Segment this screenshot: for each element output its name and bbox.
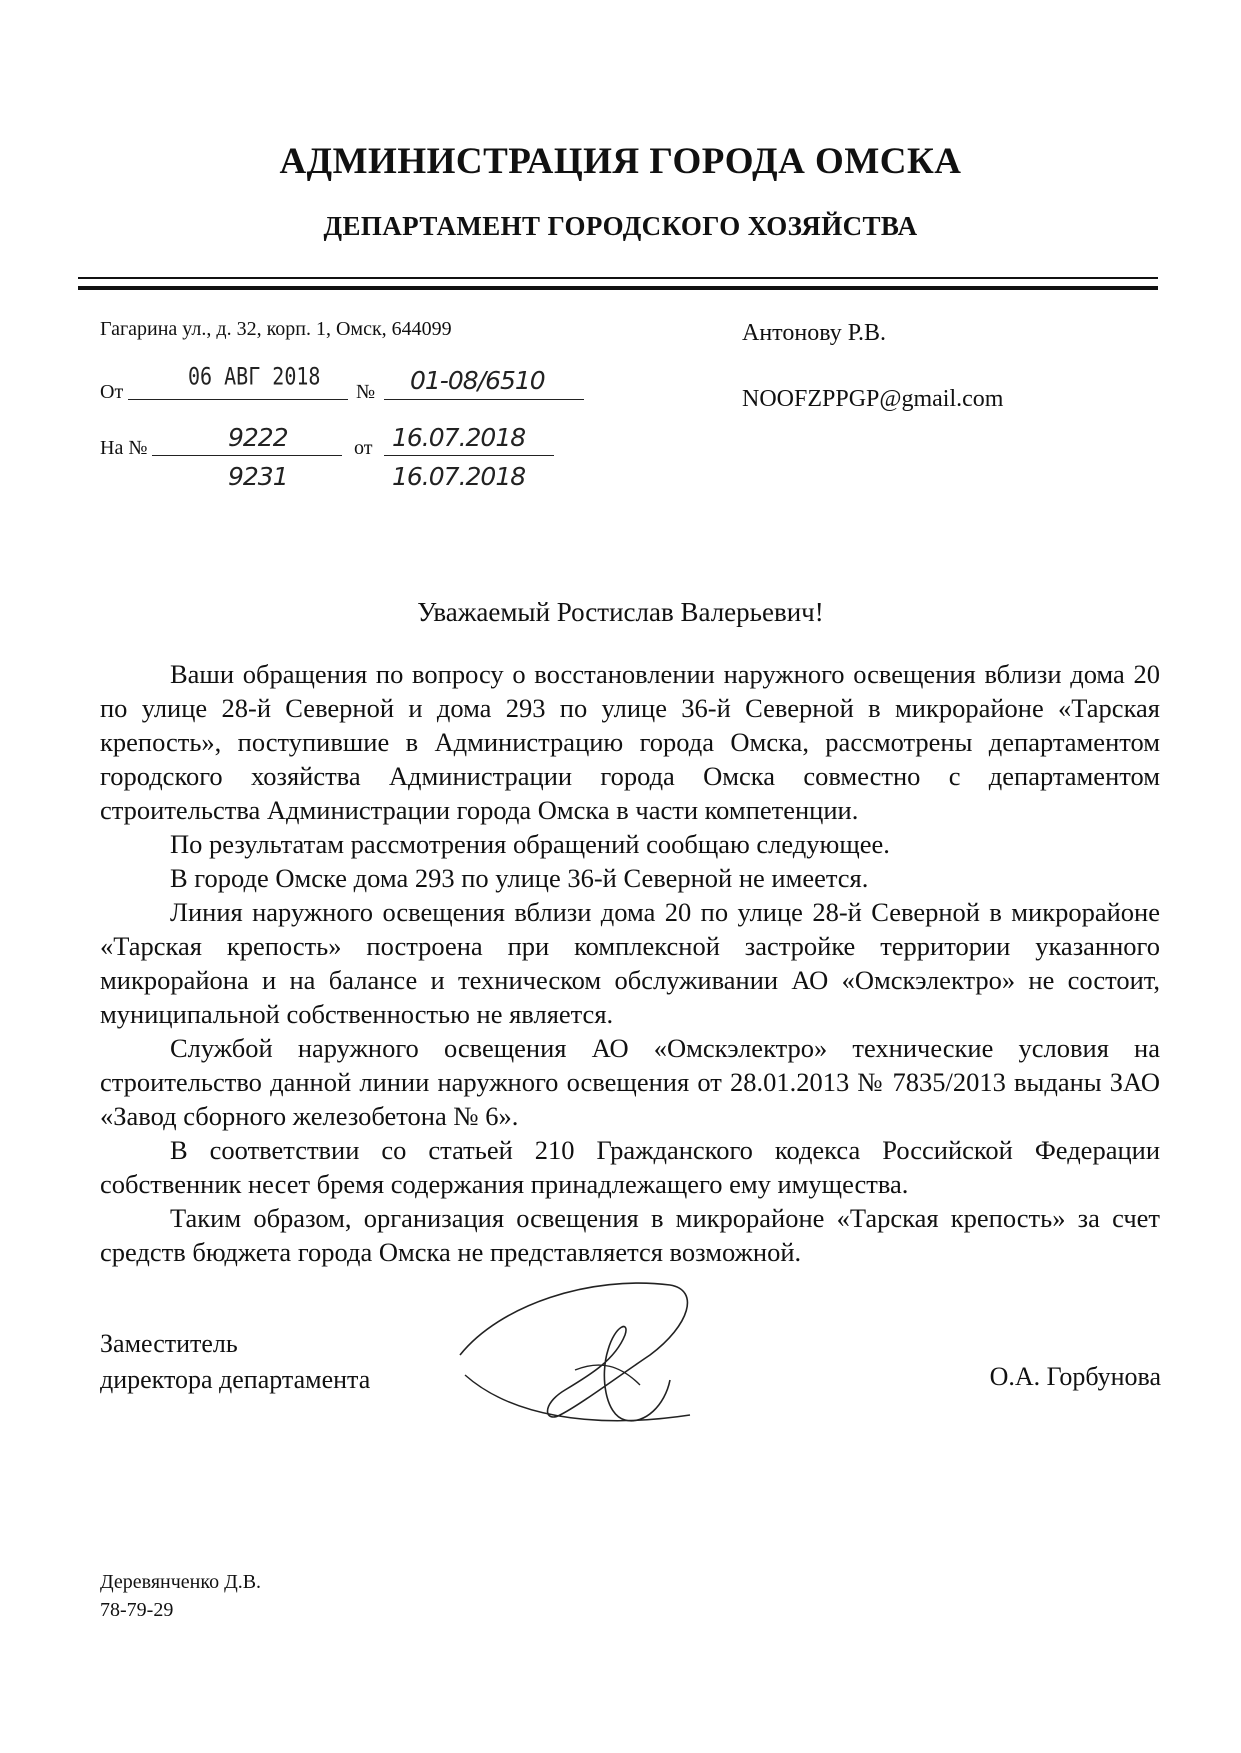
executor-info: [100, 1568, 261, 1624]
executor-name: Деревянченко Д.В.: [100, 1571, 262, 1593]
body-paragraph: Линия наружного освещения вблизи дома 20 по улице 28-й Северной в микрорайоне «Тарская крепость» построена при комплексной застройке территории указанного микрорайона и на балансе и техническом обслуживании АО «Омскэлектро» не состоит, муниципальной собственностью не является.: [100, 897, 1160, 1029]
signatory-name: О.А. Горбунова: [989, 1362, 1161, 1391]
reply-number-1: 9222: [228, 423, 288, 452]
executor-phone: 78-79-29: [100, 1599, 174, 1621]
number-line: [384, 399, 584, 400]
header-rule-thick: [78, 286, 1158, 290]
recipient-name: Антонову Р.В.: [742, 320, 887, 346]
handwritten-signature: [440, 1265, 740, 1435]
from-date-line: [128, 399, 348, 400]
reply-label: На №: [100, 437, 148, 459]
position-line-2: директора департамента: [100, 1365, 371, 1394]
header-rule-thin: [78, 277, 1158, 279]
greeting: Уважаемый Ростислав Валерьевич!: [417, 597, 824, 627]
sender-address: Гагарина ул., д. 32, корп. 1, Омск, 644099: [100, 318, 452, 340]
body-paragraph: В городе Омске дома 293 по улице 36-й Северной не имеется.: [170, 863, 869, 893]
reply-number-line: [152, 455, 342, 456]
department-title: ДЕПАРТАМЕНТ ГОРОДСКОГО ХОЗЯЙСТВА: [323, 211, 918, 241]
date-stamp: 06 АВГ 2018: [188, 361, 321, 391]
reply-date-1: 16.07.2018: [392, 423, 526, 452]
body-paragraph: Таким образом, организация освещения в микрорайоне «Тарская крепость» за счет средств бюджета города Омска не представляется возможной.: [100, 1203, 1160, 1267]
signatory-position: [100, 1326, 370, 1398]
reply-date-line: [384, 455, 554, 456]
recipient-email: NOOFZPPGP@gmail.com: [742, 386, 1004, 412]
reply-date-label: от: [354, 437, 373, 459]
number-label: №: [356, 381, 376, 403]
outgoing-number-handwritten: 01-08/6510: [410, 366, 545, 395]
org-title: АДМИНИСТРАЦИЯ ГОРОДА ОМСКА: [279, 141, 962, 182]
reply-number-2: 9231: [228, 462, 288, 491]
body-paragraph: Ваши обращения по вопросу о восстановлении наружного освещения вблизи дома 20 по улице 28-й Северной и дома 293 по улице 36-й Северной в микрорайоне «Тарская крепость», поступившие в Администрацию города Омска, рассмотрены департаментом городского хозяйства Администрации города Омска совместно с департаментом строительства Администрации города Омска в части компетенции.: [100, 659, 1160, 825]
reply-date-2: 16.07.2018: [392, 462, 526, 491]
position-line-1: Заместитель: [100, 1329, 238, 1358]
body-paragraph: По результатам рассмотрения обращений сообщаю следующее.: [170, 829, 890, 859]
from-label: От: [100, 381, 124, 403]
body-paragraph: В соответствии со статьей 210 Гражданского кодекса Российской Федерации собственник несет бремя содержания принадлежащего ему имущества.: [100, 1135, 1160, 1199]
body-paragraph: Службой наружного освещения АО «Омскэлектро» технические условия на строительство данной линии наружного освещения от 28.01.2013 № 7835/2013 выданы ЗАО «Завод сборного железобетона № 6».: [100, 1033, 1160, 1131]
letter-body: [100, 657, 1160, 1269]
